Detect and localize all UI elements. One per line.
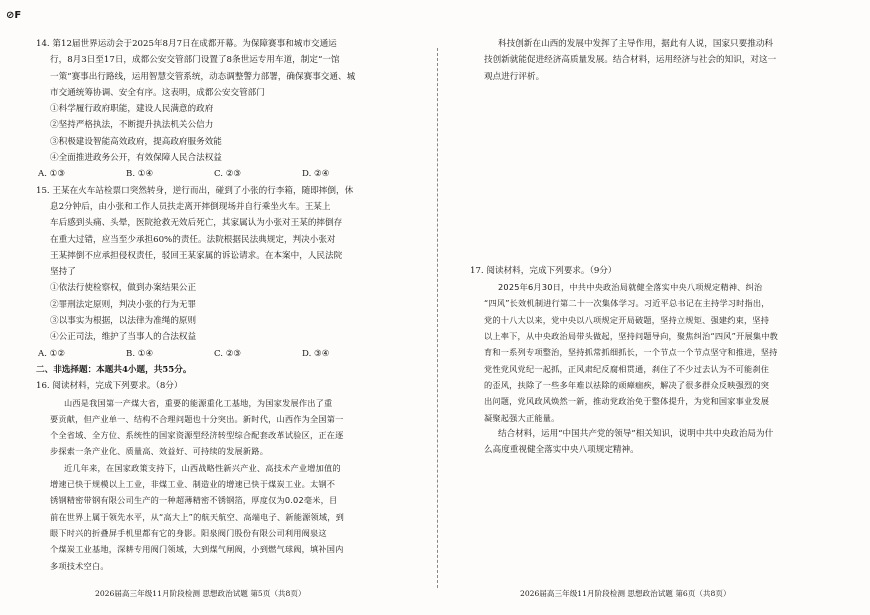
page-footer-right: 2026届高三年级11月阶段检测 思想政治试题 第6页（共8页） xyxy=(520,589,731,598)
q16-material-line: 步探索一条产业化、质量高、效益好、可持续的发展新路。 xyxy=(50,446,269,457)
q16-material-line: 个煤炭工业基地，深耕专用阀门领域，大到煤气闸阀，小到燃气球阀，填补国内 xyxy=(50,544,344,555)
q17-material-line: 党性党风党纪一起抓，正风肃纪反腐相贯通，刹住了不少过去认为不可能刹住 xyxy=(484,363,770,374)
question-14 xyxy=(36,36,420,183)
q15-option: ③以事实为根据，以法律为准绳的原则 xyxy=(50,316,197,327)
q14-choice-c: C. ②③ xyxy=(214,169,242,180)
q16-material-line: 要贡献，但产业单一、结构不合理问题也十分突出。新时代，山西作为全国第一 xyxy=(50,413,344,424)
right-page xyxy=(470,36,824,458)
q17-material-line: 出问题，党风政风焕然一新，推动党政治免于整体提升，为党和国家事业发展 xyxy=(484,396,770,407)
q14-option: ①科学履行政府职能，建设人民满意的政府 xyxy=(50,104,214,115)
q14-choice-a: A. ①③ xyxy=(38,169,66,180)
q17-question-line: 结合材料，运用“中国共产党的领导”相关知识，说明中共中央政治局为什 xyxy=(498,428,774,439)
q14-stem-line: 行，8月3日至17日，成都公安交管部门设置了8条世运专用车道，制定“一馆 xyxy=(50,55,340,66)
q15-stem-line: 车后感到头痛、头晕，医院抢救无效后死亡，其家属认为小张对王某的摔倒存 xyxy=(50,218,343,229)
q14-option: ③积极建设智能高效政府，提高政府服务效能 xyxy=(50,136,222,147)
q16-material-line: 增速已快于规模以上工业，非煤工业、制造业的增速已快于煤炭工业。太钢不 xyxy=(50,479,336,490)
q17-head: 17. 阅读材料，完成下列要求。（9分） xyxy=(470,265,617,276)
q14-choices xyxy=(36,166,420,182)
q14-choice-b: B. ①④ xyxy=(126,169,154,180)
q16-material-line: 锈钢精密带钢有限公司生产的一种超薄精密不锈钢箔，厚度仅为0.02毫米，目 xyxy=(50,495,338,506)
q15-stem-line: 息2分钟后，由小张和工作人员扶走离开摔倒现场并自行乘坐火车。王某上 xyxy=(50,201,331,212)
q16-material-line: 眼下时兴的折叠屏手机里都有它的身影。阳泉阀门股份有限公司利用阀泉这 xyxy=(50,527,327,538)
q16-question-line: 科技创新在山西的发展中发挥了主导作用，据此有人说，国家只要推动科 xyxy=(498,39,774,49)
q15-choice-b: B. ①④ xyxy=(126,348,154,359)
q17-material-line: 育和一系列专项整治，坚持抓常抓细抓长，一个节点一个节点坚守和推进，坚持 xyxy=(484,347,778,358)
left-page xyxy=(36,36,420,574)
q15-choices xyxy=(36,346,420,362)
q17-material-line: 以上率下，从中央政治局带头做起，坚持问题导向，聚焦纠治“四风”开展集中教 xyxy=(484,331,779,342)
q15-option: ①依法行使检察权，做到办案结果公正 xyxy=(50,283,197,294)
q16-material-line: 近几年来，在国家政策支持下，山西战略性新兴产业、高技术产业增加值的 xyxy=(64,462,341,473)
q14-choice-d: D. ②④ xyxy=(302,169,330,180)
q15-stem-line: 坚持了 xyxy=(50,267,76,278)
q15-stem-line: 在重大过错，应当至少承担60%的责任。法院根据民法典规定，判决小张对 xyxy=(50,234,336,245)
page-divider xyxy=(437,48,438,588)
q16-material-line: 个全省域、全方位、系统性的国家资源型经济转型综合配套改革试验区，正在逐 xyxy=(50,430,344,441)
q16-question-line: 技创新就能促进经济高质量发展。结合材料，运用经济与社会的知识，对这一 xyxy=(484,55,777,66)
q15-option: ②罪刑法定原则，判决小张的行为无罪 xyxy=(50,299,197,310)
q16-continuation xyxy=(470,36,824,85)
q14-stem-line: 一策”赛事出行路线，运用智慧交管系统，动态调整警力部署，确保赛事交通、城 xyxy=(50,71,356,82)
q16-material-line: 前在世界上属于领先水平，从“高大上”的航天航空、高端电子、新能源领域，到 xyxy=(50,511,345,522)
q15-option: ④公正司法，维护了当事人的合法权益 xyxy=(50,332,197,343)
q17-material-line: 的歪风，扶除了一些多年难以祛除的顽瘴痼疾，解决了很多群众反映强烈的突 xyxy=(484,379,770,390)
q16-material-line: 山西是我国第一产煤大省，重要的能源重化工基地，为国家发展作出了重 xyxy=(64,397,333,408)
q17-question-line: 么高度重视健全落实中央八项规定精神。 xyxy=(484,445,639,456)
answer-space xyxy=(470,85,824,263)
q16-question-line: 观点进行评析。 xyxy=(484,71,545,82)
q17-material-line: “四风”长效机制进行第二十一次集体学习。习近平总书记在主持学习时指出， xyxy=(484,298,770,309)
question-16 xyxy=(36,378,420,574)
question-17 xyxy=(470,263,824,459)
q17-material-line: 2025年6月30日，中共中央政治局就健全落实中央八项规定精神、纠治 xyxy=(498,282,763,293)
q15-choice-d: D. ③④ xyxy=(302,348,330,359)
section-heading: 二、非选择题：本题共4小题，共55分。 xyxy=(36,364,192,375)
q17-material-line: 凝聚起强大正能量。 xyxy=(484,412,560,423)
q15-choice-c: C. ②③ xyxy=(214,348,242,359)
q14-option: ②坚持严格执法，不断提升执法机关公信力 xyxy=(50,120,214,131)
q16-head: 16. 阅读材料，完成下列要求。（8分） xyxy=(36,381,183,392)
q14-stem-line: 市交通统筹协调、安全有序。这表明，成都公安交管部门 xyxy=(50,87,265,98)
q16-material-line: 多项技术空白。 xyxy=(50,560,109,571)
q17-material-line: 党的十八大以来，党中央以八项规定开局破题，坚持立规矩、强建约束，坚持 xyxy=(484,314,770,325)
q15-stem-line: 15. 王某在火车站检票口突然转身，逆行而出，碰到了小张的行李箱，随即摔倒，休 xyxy=(36,185,354,196)
q14-stem-line: 14. 第12届世界运动会于2025年8月7日在成都开幕。为保障赛事和城市交通运 xyxy=(36,39,337,49)
q15-choice-a: A. ①② xyxy=(38,348,66,359)
question-15 xyxy=(36,183,420,362)
corner-mark: ⊘F xyxy=(6,10,22,21)
q14-option: ④全面推进政务公开，有效保障人民合法权益 xyxy=(50,153,222,164)
page-footer-left: 2026届高三年级11月阶段检测 思想政治试题 第5页（共8页） xyxy=(95,589,306,598)
q15-stem-line: 王某摔倒不应承担侵权责任，驳回王某家属的诉讼请求。在本案中，人民法院 xyxy=(50,250,343,261)
